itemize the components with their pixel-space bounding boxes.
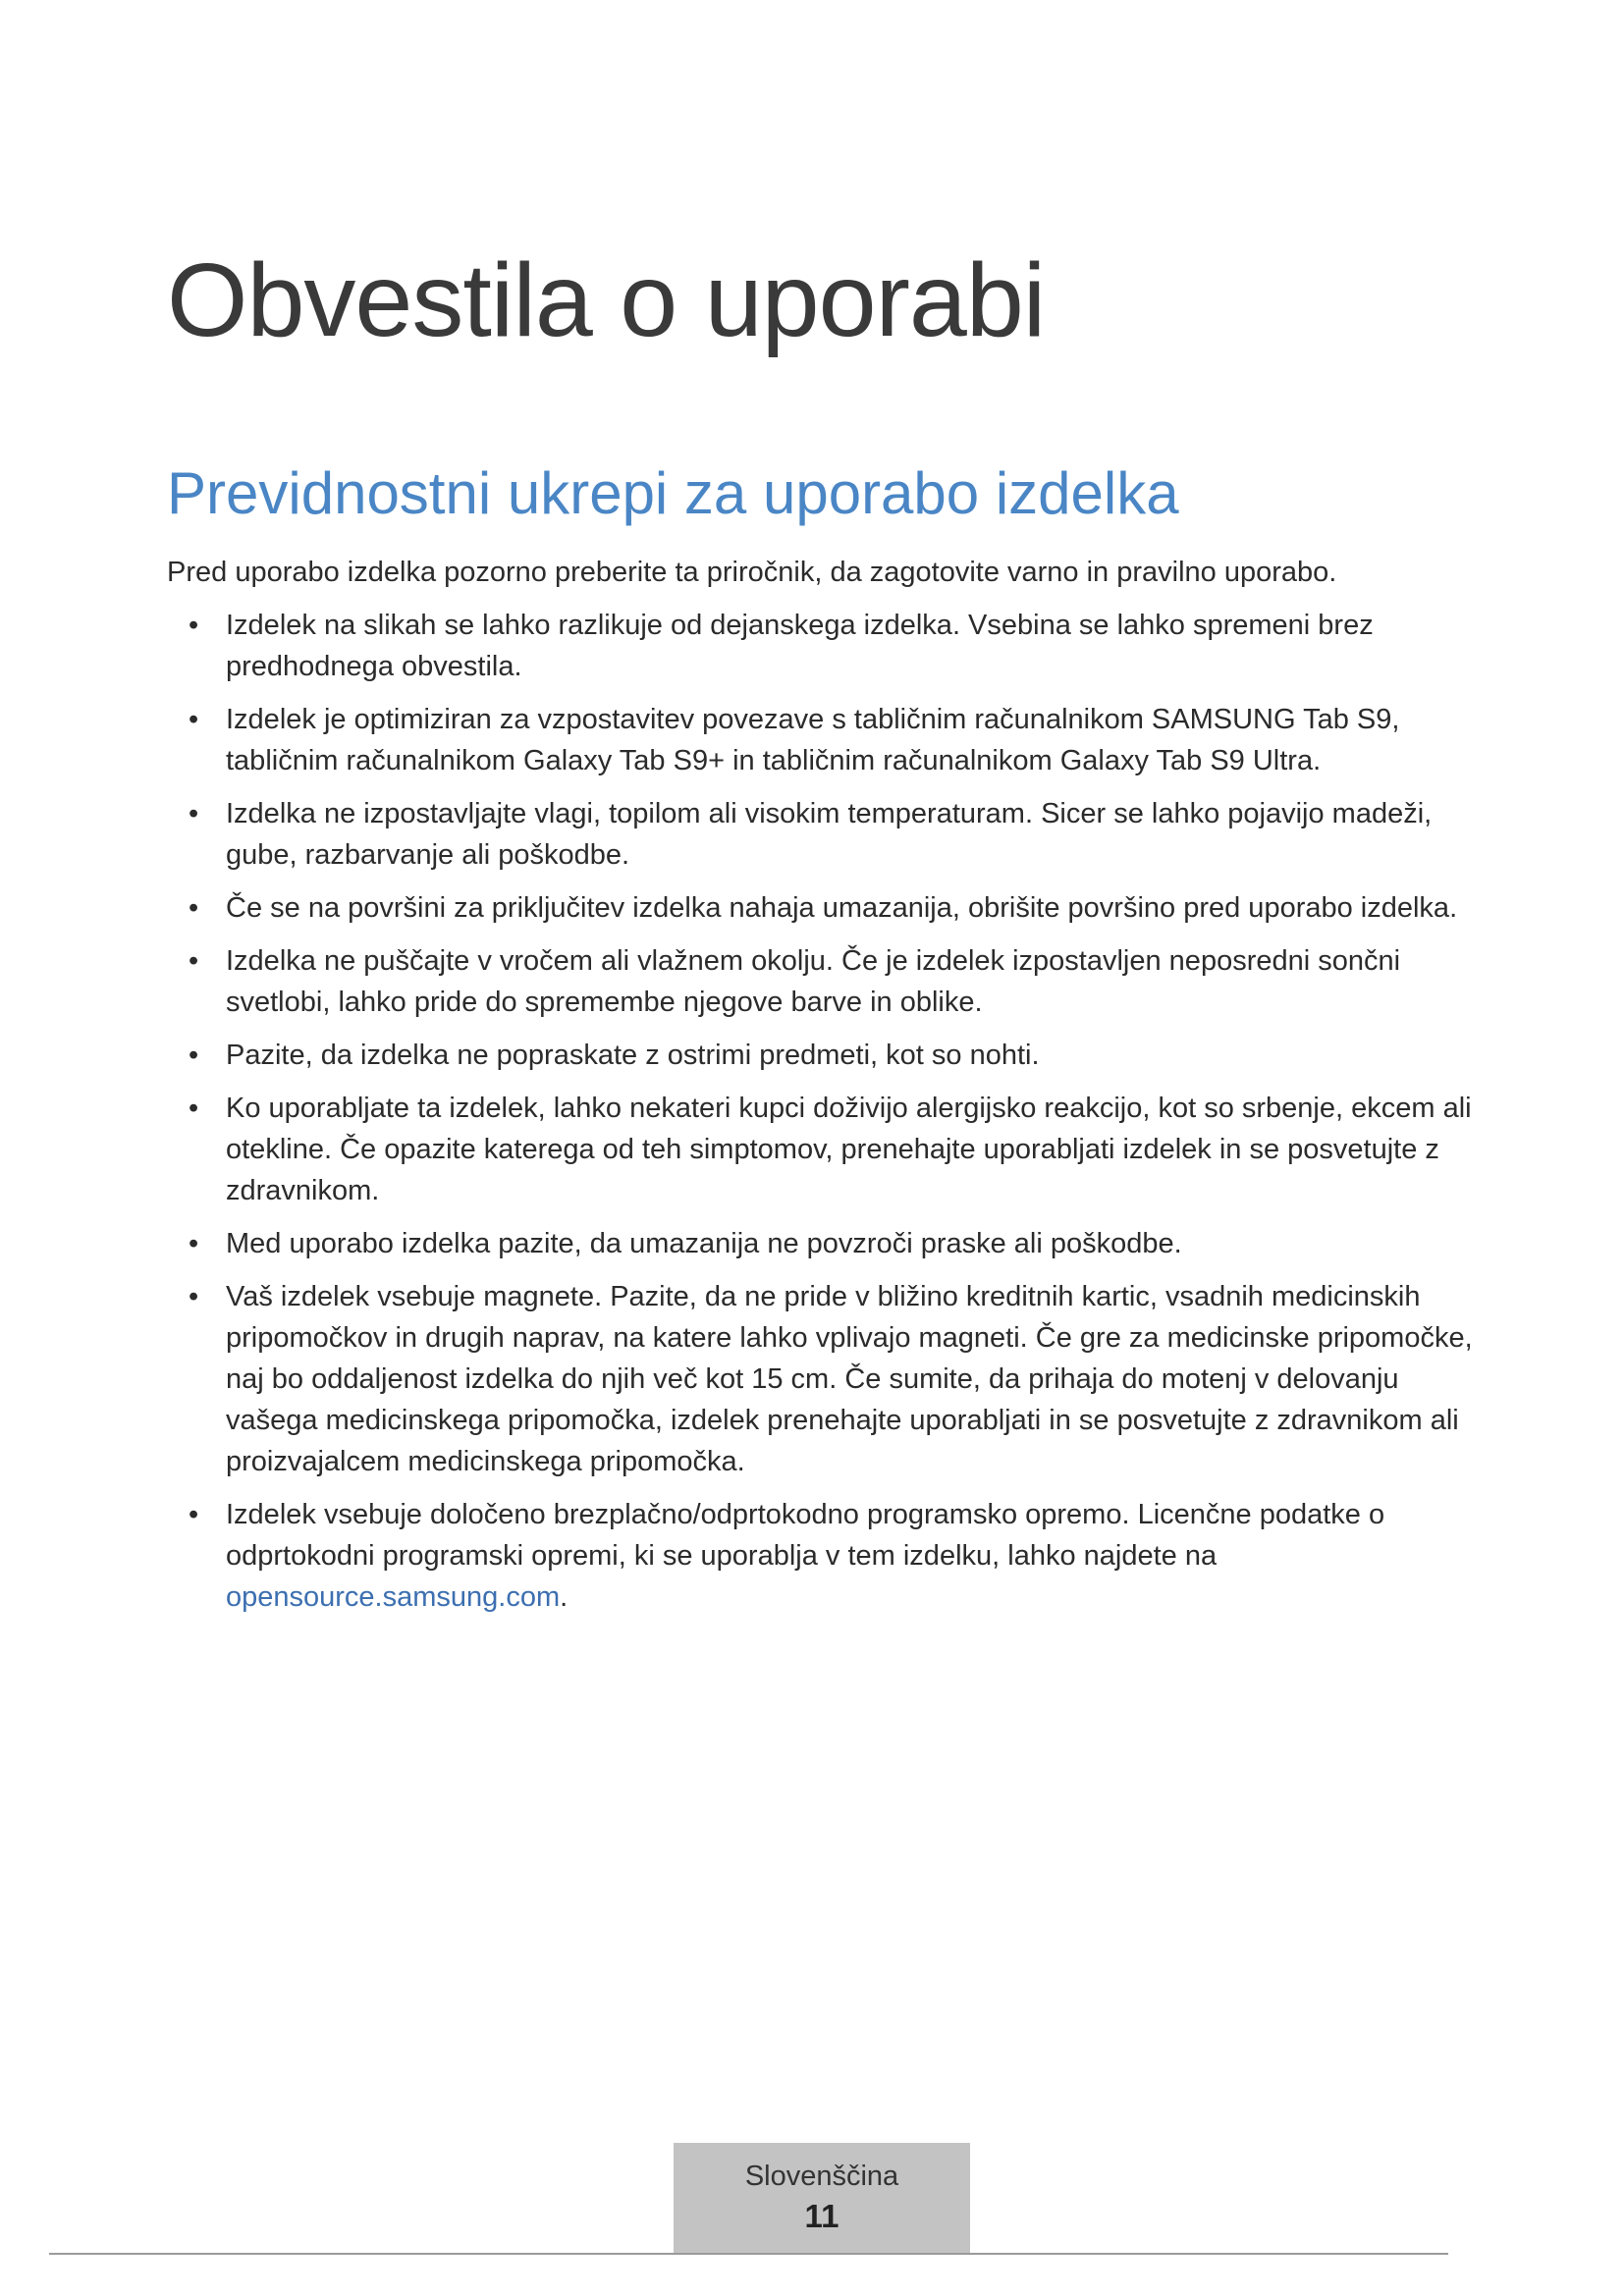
list-item-text: Izdelek na slikah se lahko razlikuje od dejanskega izdelka. Vsebina se lahko spremeni brez predhodnega obvestila. [226,610,1374,682]
list-item [167,1035,1483,1076]
bullet-icon: • [189,1093,199,1124]
bullet-icon: • [189,892,199,924]
bullet-icon: • [189,1499,199,1530]
list-item-text: Izdelka ne izpostavljajte vlagi, topilom ali visokim temperaturam. Sicer se lahko pojavijo madeži, gube, razbarvanje ali poškodbe. [226,798,1433,871]
list-item [167,1088,1483,1211]
list-item-text: Izdelek vsebuje določeno brezplačno/odprtokodno programsko opremo. Licenčne podatke o odprtokodni programski opremi, ki se uporablja v tem izdelku, lahko najdete na [226,1499,1385,1572]
list-item [167,793,1483,876]
list-item [167,1494,1483,1618]
bullet-icon: • [189,798,199,829]
footer-page-box [674,2143,970,2253]
bullet-icon: • [189,945,199,977]
list-item [167,887,1483,929]
list-item [167,1223,1483,1264]
bullet-icon: • [189,1281,199,1312]
list-item [167,940,1483,1023]
list-item-text: Izdelek je optimiziran za vzpostavitev povezave s tabličnim računalnikom SAMSUNG Tab S9, tabličnim računalnikom Galaxy Tab S9+ in tabličnim računalnikom Galaxy Tab S9 Ultra. [226,704,1400,776]
list-item-text: Med uporabo izdelka pazite, da umazanija ne povzroči praske ali poškodbe. [226,1228,1182,1259]
bullet-icon: • [189,610,199,641]
bullet-icon: • [189,1040,199,1071]
precautions-list [167,605,1483,1629]
list-item [167,1276,1483,1482]
opensource-link[interactable]: opensource.samsung.com [226,1581,561,1613]
footer-language: Slovenščina [744,2161,899,2192]
list-item-trailing: . [560,1581,568,1613]
list-item-text: Pazite, da izdelka ne popraskate z ostrimi predmeti, kot so nohti. [226,1040,1040,1071]
section-heading: Previdnostni ukrepi za uporabo izdelka [167,460,1179,526]
page-title: Obvestila o uporabi [167,242,1046,358]
list-item [167,605,1483,687]
list-item [167,699,1483,781]
list-item-text: Izdelka ne puščajte v vročem ali vlažnem okolju. Če je izdelek izpostavljen neposredni sončni svetlobi, lahko pride do spremembe njegove barve in oblike. [226,945,1401,1018]
page-number: 11 [804,2198,839,2234]
bullet-icon: • [189,704,199,735]
bullet-icon: • [189,1228,199,1259]
list-item-text: Ko uporabljate ta izdelek, lahko nekateri kupci doživijo alergijsko reakcijo, kot so srbenje, ekcem ali otekline. Če opazite katerega od teh simptomov, prenehajte uporabljati izdelek in se posvetujte z zdravnikom. [226,1093,1472,1206]
footer-divider [49,2253,1448,2255]
intro-paragraph: Pred uporabo izdelka pozorno preberite ta priročnik, da zagotovite varno in pravilno uporabo. [167,557,1337,588]
list-item-text: Če se na površini za priključitev izdelka nahaja umazanija, obrišite površino pred uporabo izdelka. [226,892,1458,924]
list-item-text: Vaš izdelek vsebuje magnete. Pazite, da ne pride v bližino kreditnih kartic, vsadnih medicinskih pripomočkov in drugih naprav, na katere lahko vplivajo magneti. Če gre za medicinske pripomočke, naj bo oddaljenost izdelka do njih več kot 15 cm. Če sumite, da prihaja do motenj v delovanju vašega medicinskega pripomočka, izdelek prenehajte uporabljati in se posvetujte z zdravnikom ali proizvajalcem medicinskega pripomočka. [226,1281,1473,1477]
